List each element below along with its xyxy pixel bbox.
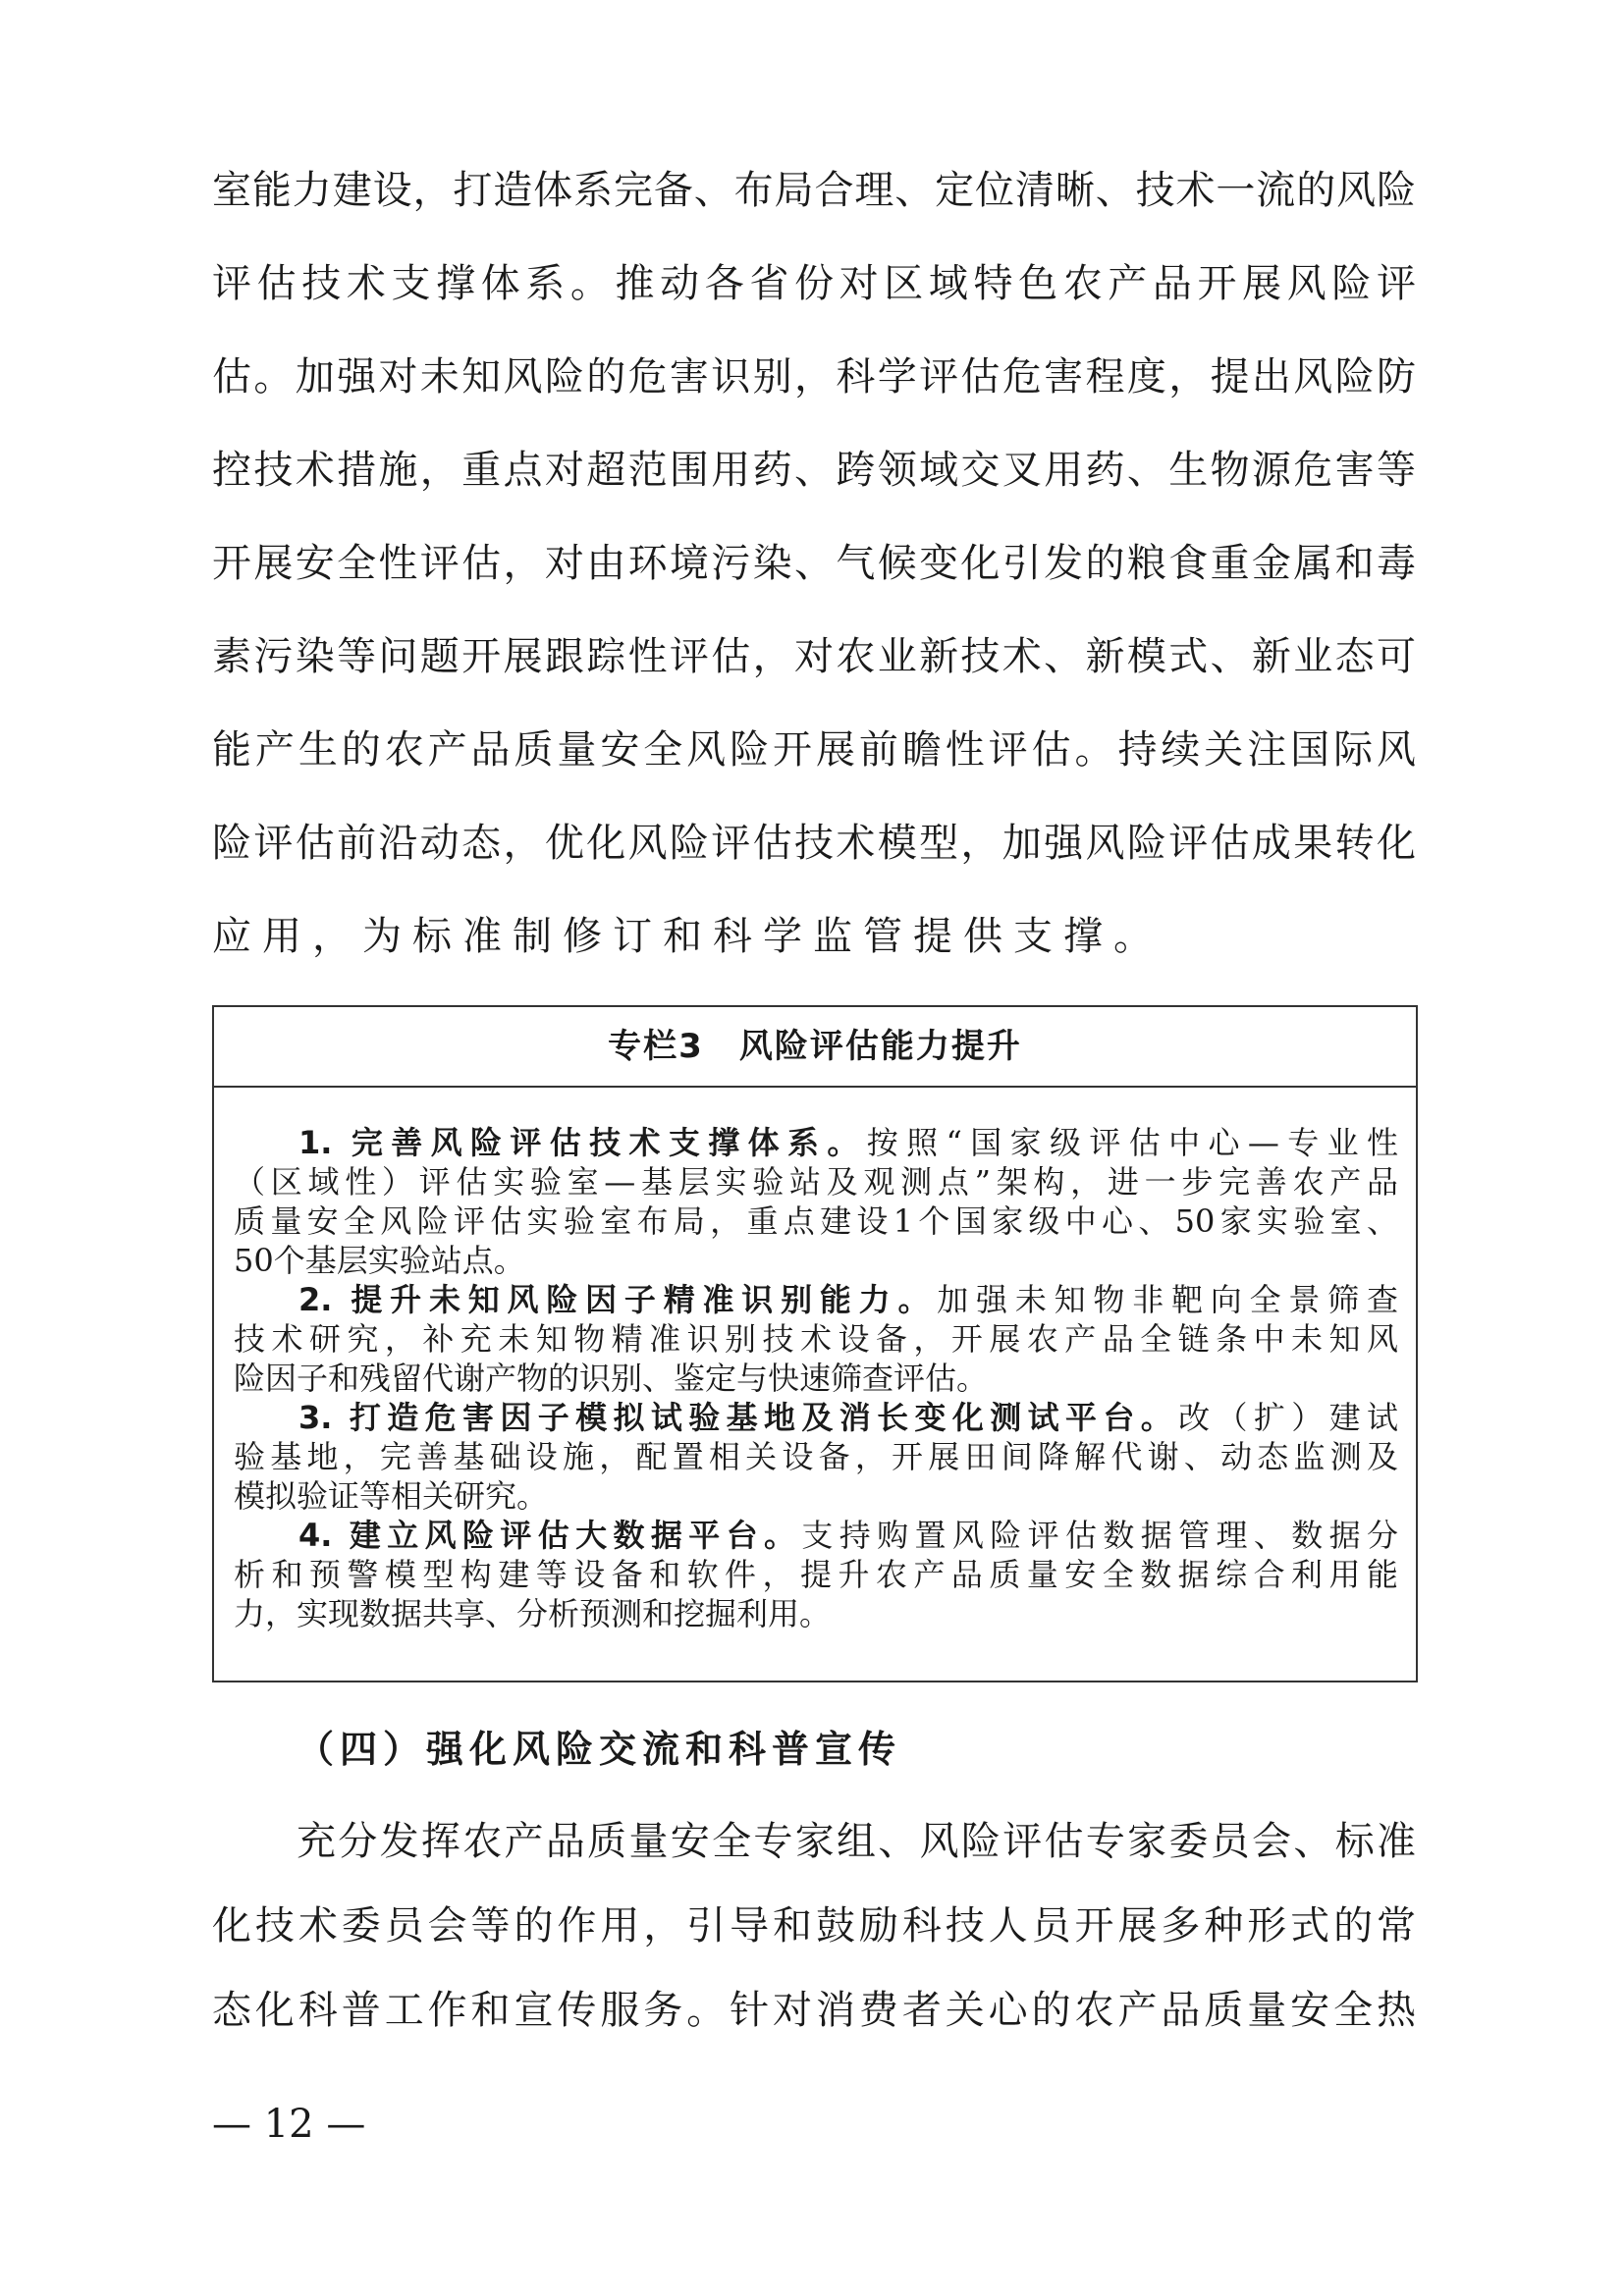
paragraph-line: 素污染等问题开展跟踪性评估，对农业新技术、新模式、新业态可 <box>212 634 1416 679</box>
feature-line <box>298 1398 1398 1437</box>
page-number: — 12 — <box>212 2102 366 2147</box>
feature-item-text: 改（扩）建试 <box>1178 1399 1398 1436</box>
feature-line: （区域性）评估实验室—基层实验站及观测点”架构，进一步完善农产品 <box>234 1163 1398 1201</box>
feature-item-text: 加强未知物非靶向全景筛查 <box>937 1281 1398 1318</box>
feature-line: 质量安全风险评估实验室布局，重点建设1个国家级中心、50家实验室、 <box>234 1202 1398 1240</box>
paragraph-line: 化技术委员会等的作用，引导和鼓励科技人员开展多种形式的常 <box>212 1903 1416 1949</box>
paragraph-line: 估。加强对未知风险的危害识别，科学评估危害程度，提出风险防 <box>212 354 1416 400</box>
section-heading: （四）强化风险交流和科普宣传 <box>297 1728 902 1771</box>
feature-line <box>298 1280 1398 1319</box>
paragraph-line: 充分发挥农产品质量安全专家组、风险评估专家委员会、标准 <box>297 1819 1416 1864</box>
paragraph-line: 开展安全性评估，对由环境污染、气候变化引发的粮食重金属和毒 <box>212 541 1416 586</box>
feature-item-heading: 3. 打造危害因子模拟试验基地及消长变化测试平台。 <box>298 1399 1179 1436</box>
feature-line <box>298 1516 1398 1555</box>
feature-item-text: 按照“国家级评估中心—专业性 <box>866 1124 1398 1161</box>
feature-item-heading: 4. 建立风险评估大数据平台。 <box>298 1517 802 1554</box>
feature-item-heading: 1. 完善风险评估技术支撑体系。 <box>298 1124 867 1161</box>
feature-box-title: 专栏3 风险评估能力提升 <box>608 1027 1022 1066</box>
feature-line: 析和预警模型构建等设备和软件，提升农产品质量安全数据综合利用能 <box>234 1556 1398 1593</box>
paragraph-line: 应用，为标准制修订和科学监管提供支撑。 <box>212 914 1164 959</box>
feature-box-header <box>214 1007 1416 1088</box>
feature-line: 模拟验证等相关研究。 <box>234 1477 549 1515</box>
feature-line: 力，实现数据共享、分析预测和挖掘利用。 <box>234 1595 832 1632</box>
paragraph-line: 能产生的农产品质量安全风险开展前瞻性评估。持续关注国际风 <box>212 727 1416 773</box>
feature-line: 险因子和残留代谢产物的识别、鉴定与快速筛查评估。 <box>234 1360 989 1397</box>
feature-line: 50个基层实验站点。 <box>234 1242 525 1279</box>
feature-line: 验基地，完善基础设施，配置相关设备，开展田间降解代谢、动态监测及 <box>234 1438 1398 1475</box>
paragraph-line: 险评估前沿动态，优化风险评估技术模型，加强风险评估成果转化 <box>212 821 1416 866</box>
paragraph-line: 评估技术支撑体系。推动各省份对区域特色农产品开展风险评 <box>212 261 1416 306</box>
feature-line <box>298 1123 1398 1162</box>
feature-line: 技术研究，补充未知物精准识别技术设备，开展农产品全链条中未知风 <box>234 1320 1398 1358</box>
feature-item-text: 支持购置风险评估数据管理、数据分 <box>801 1517 1398 1554</box>
feature-item-heading: 2. 提升未知风险因子精准识别能力。 <box>298 1281 938 1318</box>
paragraph-line: 控技术措施，重点对超范围用药、跨领域交叉用药、生物源危害等 <box>212 448 1416 493</box>
paragraph-line: 态化科普工作和宣传服务。针对消费者关心的农产品质量安全热 <box>212 1988 1416 2033</box>
paragraph-line: 室能力建设，打造体系完备、布局合理、定位清晰、技术一流的风险 <box>212 168 1416 213</box>
feature-box <box>212 1005 1418 1682</box>
